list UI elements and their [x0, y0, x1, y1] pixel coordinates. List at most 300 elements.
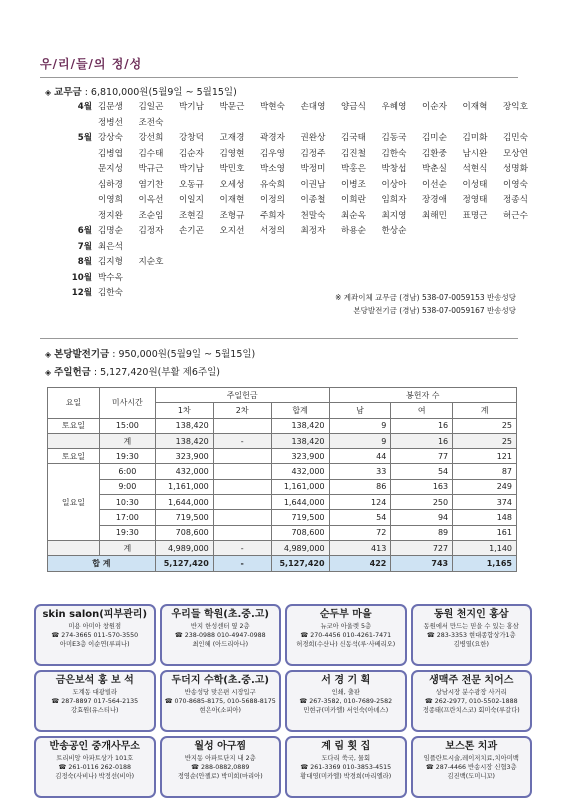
table-cell: [213, 510, 271, 525]
donor-name: 남시완: [462, 148, 488, 159]
development-fund-amount: : 950,000원(5월9일 ~ 5월15일): [109, 349, 256, 360]
development-fund-label: 본당발전기금: [54, 349, 110, 360]
table-cell: 4,989,000: [155, 540, 213, 555]
table-cell: 708,600: [271, 525, 329, 540]
ad-line: ☎ 274-3665 011-570-3550: [51, 632, 139, 639]
donor-name: 오지선: [219, 226, 245, 236]
donation-month: 8월: [77, 257, 92, 267]
table-cell: 4,989,000: [271, 540, 329, 555]
ad-line: 도계동 대광빌라: [72, 689, 118, 696]
page-title: 우/리/들/의 정/성: [40, 57, 143, 71]
donor-name: 김수태: [138, 148, 164, 159]
table-cell: 44: [329, 449, 391, 464]
table-cell: 25: [453, 418, 517, 433]
donor-name: 한상순: [381, 226, 407, 236]
ad-box: [285, 604, 407, 666]
donation-label: 교무금: [54, 87, 82, 98]
ad-name: 생맥주 전문 치어스: [429, 675, 514, 686]
table-cell: 33: [329, 464, 391, 479]
donor-name: 장경애: [422, 195, 447, 205]
donor-name: 장익호: [503, 102, 528, 112]
table-cell: 9: [329, 433, 391, 448]
table-row: [48, 510, 517, 525]
table-cell: 432,000: [271, 464, 329, 479]
table-cell: 1,644,000: [155, 495, 213, 510]
donation-month: [58, 209, 98, 225]
donor-name: 김정자: [138, 226, 164, 236]
donor-names: [98, 286, 139, 302]
donor-name: 허근수: [503, 210, 528, 221]
donor-name: 김국태: [341, 133, 366, 143]
header-second: 2차: [213, 403, 271, 418]
donor-name: 심하경: [98, 179, 123, 190]
ad-line: ☎ 261-0116 262-0188: [58, 764, 131, 771]
donor-name: 박문근: [219, 102, 245, 112]
diamond-bullet-icon: ◈: [45, 350, 52, 359]
ad-name: 두더지 수학(초.중.고): [171, 675, 269, 686]
table-cell: 422: [329, 556, 391, 571]
table-cell: 708,600: [155, 525, 213, 540]
ad-line: 민현규(미카엘) 서인숙(아녜스): [303, 707, 389, 714]
donor-name: 곽경자: [260, 133, 285, 143]
ad-box: [34, 670, 156, 732]
donor-name: 하용순: [341, 226, 366, 236]
table-cell: 25: [453, 433, 517, 448]
table-cell: 1,161,000: [155, 479, 213, 494]
ad-line: 허경희(수산나) 신동석(루·사베리오): [296, 641, 396, 648]
donor-name: 최지영: [381, 210, 407, 221]
table-cell: -: [213, 433, 271, 448]
donor-name: 손기곤: [179, 226, 204, 236]
donation-month: [58, 147, 98, 163]
ad-box: [285, 736, 407, 798]
donor-name: 김진철: [341, 148, 366, 159]
bank-line: 본당발전기금 (경남) 538-07-0059167 반송성당: [353, 306, 516, 315]
table-cell: 계: [99, 540, 155, 555]
header-first: 1차: [155, 403, 213, 418]
donation-month: [58, 162, 98, 178]
table-cell: 합 계: [48, 556, 156, 571]
ad-name: 동원 천지인 홍삼: [433, 609, 509, 620]
donor-name: 김지형: [98, 257, 123, 267]
donor-name: 이상아: [381, 179, 407, 190]
table-cell: [213, 495, 271, 510]
table-cell: 89: [391, 525, 453, 540]
donor-name: 고재경: [219, 133, 245, 143]
donation-heading: [45, 84, 237, 98]
donor-name: 염기찬: [138, 179, 164, 190]
donor-name: 김동국: [381, 133, 407, 143]
donor-name: 조현길: [179, 210, 204, 221]
donor-name: 오동규: [179, 179, 204, 190]
donor-name: 오세성: [219, 179, 245, 190]
table-cell: 9:00: [99, 479, 155, 494]
header-day: 요일: [48, 388, 100, 419]
donor-name: 권완상: [300, 133, 326, 143]
table-row: [48, 449, 517, 464]
ad-line: 아미E3층 이순연(루피나): [59, 641, 130, 648]
table-cell: [213, 479, 271, 494]
donor-names: [98, 116, 179, 132]
table-cell: -: [213, 556, 271, 571]
table-cell: 1,161,000: [271, 479, 329, 494]
table-cell: 138,420: [155, 418, 213, 433]
table-cell: 413: [329, 540, 391, 555]
donor-name: 박수옥: [98, 272, 123, 283]
table-cell: 1,140: [453, 540, 517, 555]
ad-line: 김병열(요한): [453, 641, 489, 648]
donor-name: 유숙희: [260, 179, 285, 190]
donation-row: [58, 100, 528, 116]
ad-name: 반송공인 중개사무소: [49, 741, 140, 752]
donor-name: 성명화: [503, 164, 528, 174]
table-cell: 138,420: [155, 433, 213, 448]
donor-name: 표명근: [462, 210, 488, 221]
ad-box: [160, 670, 282, 732]
table-cell: 86: [329, 479, 391, 494]
header-offering: 주일헌금: [155, 388, 329, 403]
ad-name: 서 경 기 획: [321, 675, 371, 686]
table-cell: 250: [391, 495, 453, 510]
table-cell: 323,900: [155, 449, 213, 464]
header-male: 남: [329, 403, 391, 418]
donation-row: [58, 224, 528, 240]
ad-box: [34, 604, 156, 666]
table-cell: 5,127,420: [271, 556, 329, 571]
ad-line: ☎ 261-3369 010-3853-4515: [300, 764, 392, 771]
donor-name: 정지완: [98, 210, 123, 221]
donor-name: 박정미: [300, 164, 326, 174]
ad-name: 순두부 마을: [319, 609, 372, 620]
donation-row: [58, 131, 528, 147]
donor-name: 강상숙: [98, 133, 123, 143]
ad-line: 동원에서 만드는 믿을 수 있는 홍삼: [423, 623, 519, 630]
donor-name: 문지성: [98, 164, 123, 174]
ad-line: 정영순(안젤로) 박미희(마리아): [177, 773, 263, 780]
donor-name: 강창덕: [179, 133, 204, 143]
ad-line: 최인혜 (아드리아나): [192, 641, 249, 648]
table-row: [48, 525, 517, 540]
table-cell: 719,500: [155, 510, 213, 525]
title-divider: [40, 77, 518, 78]
donor-name: 양금식: [341, 102, 366, 112]
donor-name: 박소영: [260, 164, 285, 174]
donor-name: 이권남: [300, 179, 326, 190]
table-cell: 15:00: [99, 418, 155, 433]
donation-row: [58, 147, 528, 163]
donor-name: 이정의: [260, 195, 285, 205]
donation-month: [58, 193, 98, 209]
donor-name: 김병엽: [98, 148, 123, 159]
donor-name: 이영숙: [503, 179, 528, 190]
table-cell: 138,420: [271, 418, 329, 433]
sunday-offering-label: 주일헌금: [54, 367, 91, 378]
table-row: [48, 540, 517, 555]
ad-line: 김진백(도미니꼬): [447, 773, 495, 780]
table-cell: 9: [329, 418, 391, 433]
donation-month: [58, 178, 98, 194]
donor-name: 이영희: [98, 195, 123, 205]
donor-name: 박현숙: [260, 102, 285, 112]
donor-name: 이일지: [179, 195, 204, 205]
ad-grid: [34, 604, 532, 798]
bank-info: [335, 291, 516, 317]
donor-name: 손대영: [300, 102, 326, 112]
donor-name: 조전숙: [138, 117, 164, 128]
table-cell: 일요일: [48, 464, 100, 540]
ad-box: [285, 670, 407, 732]
ad-name: 보스톤 치과: [445, 741, 498, 752]
donation-month: 6월: [77, 226, 92, 236]
donation-month: 5월: [77, 133, 92, 143]
grand-total-row: [48, 556, 517, 571]
table-cell: 161: [453, 525, 517, 540]
ad-line: 강효원(유스티나): [71, 707, 119, 714]
donor-name: 정병선: [98, 117, 123, 128]
donor-names: [98, 100, 544, 116]
table-row: [48, 495, 517, 510]
donor-name: 천말숙: [300, 210, 326, 221]
donor-names: [98, 240, 139, 256]
donor-name: 서정의: [260, 226, 285, 236]
ad-name: 월성 아구찜: [194, 741, 247, 752]
donor-name: 임희자: [381, 195, 407, 205]
table-cell: -: [213, 540, 271, 555]
donor-name: 조순임: [138, 210, 164, 221]
donor-names: [98, 178, 544, 194]
ad-name: 우리들 학원(초.중.고): [171, 609, 269, 620]
donor-name: 이희란: [341, 195, 366, 205]
table-row: [48, 479, 517, 494]
donation-row: [58, 209, 528, 225]
table-cell: 16: [391, 418, 453, 433]
donor-name: 김미순: [422, 133, 447, 143]
ad-line: 황대영(미카엘) 박경희(마리엘라): [300, 773, 392, 780]
table-cell: 5,127,420: [155, 556, 213, 571]
table-cell: 163: [391, 479, 453, 494]
table-cell: [213, 449, 271, 464]
donor-name: 김정주: [300, 148, 326, 159]
table-cell: 94: [391, 510, 453, 525]
table-row: [48, 433, 517, 448]
ad-line: ☎ 287-4466 반송시장 신협3층: [425, 764, 517, 771]
donor-name: 김문생: [98, 102, 123, 112]
donation-row: [58, 178, 528, 194]
ad-line: 현은아(소피아): [199, 707, 241, 714]
donor-names: [98, 271, 139, 287]
donor-names: [98, 162, 544, 178]
donor-name: 최해민: [422, 210, 447, 221]
donation-amount: : 6,810,000원(5월9일 ~ 5월15일): [81, 87, 237, 98]
donor-name: 이선순: [422, 179, 447, 190]
donor-name: 우혜영: [381, 102, 407, 112]
donor-name: 박민호: [219, 164, 245, 174]
donation-row: [58, 271, 528, 287]
header-total: 계: [453, 403, 517, 418]
ad-line: 김정숙(사비나) 박정선(비아): [55, 773, 135, 780]
donor-name: 최정자: [300, 226, 326, 236]
ad-line: ☎ 238-0988 010-4947-0988: [174, 632, 266, 639]
diamond-bullet-icon: ◈: [45, 368, 52, 377]
donation-row: [58, 240, 528, 256]
table-cell: 17:00: [99, 510, 155, 525]
donor-name: 주희자: [260, 210, 285, 221]
donor-name: 지순호: [138, 257, 164, 267]
donation-list: [58, 100, 528, 302]
header-sum: 합계: [271, 403, 329, 418]
donor-name: 박기남: [179, 164, 204, 174]
donor-name: 이재혁: [462, 102, 488, 112]
donation-month: 12월: [71, 288, 92, 298]
donor-names: [98, 255, 179, 271]
donor-name: 강선희: [138, 133, 164, 143]
table-row: [48, 464, 517, 479]
table-cell: 249: [453, 479, 517, 494]
table-cell: 1,644,000: [271, 495, 329, 510]
table-cell: [213, 418, 271, 433]
table-cell: [48, 540, 100, 555]
header-mass-time: 미사시간: [99, 388, 155, 419]
ad-line: 트리비앙 아파트상가 101호: [56, 755, 134, 762]
table-cell: 743: [391, 556, 453, 571]
ad-line: ☎ 267-3582, 010-7689-2582: [299, 698, 393, 705]
mass-offering-table: [47, 387, 517, 572]
ad-line: 반송성당 맞은편 시장입구: [184, 689, 256, 696]
table-cell: 토요일: [48, 449, 100, 464]
ad-line: ☎ 283-3353 현대종합상가1층: [426, 632, 516, 639]
donor-name: 김한숙: [98, 288, 123, 298]
donor-names: [98, 224, 422, 240]
table-cell: [213, 525, 271, 540]
table-cell: [48, 433, 100, 448]
ad-line: 임플란트시술,레이저치료,치아미백: [423, 755, 519, 762]
donation-month: 4월: [77, 102, 92, 112]
ad-box: [411, 604, 533, 666]
ad-box: [160, 604, 282, 666]
table-cell: 121: [453, 449, 517, 464]
table-cell: 432,000: [155, 464, 213, 479]
donor-name: 이재현: [219, 195, 245, 205]
donor-name: 모상연: [503, 148, 528, 159]
donor-name: 정영태: [462, 195, 488, 205]
sunday-offering-heading: [45, 364, 220, 378]
donation-row: [58, 116, 528, 132]
ad-line: ☎ 287-8897 017-564-2135: [51, 698, 139, 705]
table-cell: 727: [391, 540, 453, 555]
table-cell: [213, 464, 271, 479]
donor-name: 김영현: [219, 148, 245, 159]
table-cell: 16: [391, 433, 453, 448]
donation-month: [58, 116, 98, 132]
donor-name: 김한숙: [381, 148, 407, 159]
table-cell: 10:30: [99, 495, 155, 510]
donor-name: 김명순: [98, 226, 123, 236]
table-cell: 계: [99, 433, 155, 448]
ad-line: 정종태(프란치스코) 회미숙(루갈다): [422, 707, 520, 714]
table-cell: 77: [391, 449, 453, 464]
ad-line: 상남시장 분수광장 사거리: [435, 689, 507, 696]
donor-name: 박규근: [138, 164, 164, 174]
table-cell: 19:30: [99, 525, 155, 540]
table-cell: 토요일: [48, 418, 100, 433]
table-cell: 323,900: [271, 449, 329, 464]
donor-name: 김일곤: [138, 102, 164, 112]
donation-row: [58, 162, 528, 178]
donor-names: [98, 131, 544, 147]
header-attendance: 봉헌자 수: [329, 388, 516, 403]
donor-name: 박홍은: [341, 164, 366, 174]
ad-box: [34, 736, 156, 798]
donor-name: 석현식: [462, 164, 488, 174]
donor-name: 김미화: [462, 133, 488, 143]
ad-box: [160, 736, 282, 798]
donor-name: 최순옥: [341, 210, 366, 221]
ad-line: 인쇄, 출판: [331, 689, 360, 696]
donor-name: 조형규: [219, 210, 245, 221]
ad-name: 금은보석 홍 보 석: [55, 675, 134, 686]
table-cell: 54: [329, 510, 391, 525]
table-cell: 124: [329, 495, 391, 510]
table-cell: 72: [329, 525, 391, 540]
ad-name: 계 림 횟 집: [321, 741, 371, 752]
ad-line: ☎ 070-8685-8175, 010-5688-8175: [164, 698, 276, 705]
donor-names: [98, 147, 544, 163]
table-cell: 19:30: [99, 449, 155, 464]
ad-box: [411, 736, 533, 798]
table-cell: 87: [453, 464, 517, 479]
table-cell: 6:00: [99, 464, 155, 479]
donor-name: 박창섭: [381, 164, 407, 174]
section-divider: [40, 338, 518, 339]
donor-name: 이종철: [300, 195, 326, 205]
donation-month: 10월: [71, 272, 92, 283]
ad-line: 도다리 쑥국, 물회: [321, 755, 371, 762]
donor-name: 정종식: [503, 195, 528, 205]
table-cell: 719,500: [271, 510, 329, 525]
ad-line: 미용 아미아 창원점: [68, 623, 122, 630]
ad-line: ☎ 262-2977, 010-5502-1888: [424, 698, 518, 705]
ad-line: 뉴코아 아울렛 5층: [320, 623, 372, 630]
table-cell: 374: [453, 495, 517, 510]
donor-name: 박기남: [179, 102, 204, 112]
donor-name: 이성태: [462, 179, 488, 190]
table-cell: 1,165: [453, 556, 517, 571]
header-female: 여: [391, 403, 453, 418]
donation-row: [58, 193, 528, 209]
donor-name: 김민숙: [503, 133, 528, 143]
table-cell: 54: [391, 464, 453, 479]
donation-row: [58, 255, 528, 271]
donor-name: 김순자: [179, 148, 204, 159]
ad-line: ☎ 270-4456 010-4261-7471: [300, 632, 392, 639]
bank-line: ※ 계좌이체 교무금 (경남) 538-07-0059153 반송성당: [335, 293, 516, 302]
donor-name: 이순자: [422, 102, 447, 112]
donor-name: 김우영: [260, 148, 285, 159]
ad-line: 반지 한성센터 옆 2층: [190, 623, 250, 630]
table-row: [48, 418, 517, 433]
donor-names: [98, 193, 544, 209]
donor-names: [98, 209, 544, 225]
donation-month: 7월: [77, 241, 92, 252]
sunday-offering-amount: : 5,127,420원(부활 제6주일): [90, 367, 221, 378]
donor-name: 김환중: [422, 148, 447, 159]
donor-name: 최은석: [98, 241, 123, 252]
donor-name: 박춘실: [422, 164, 447, 174]
table-cell: 138,420: [271, 433, 329, 448]
donor-name: 이병조: [341, 179, 366, 190]
donor-name: 이옥선: [138, 195, 164, 205]
table-cell: 148: [453, 510, 517, 525]
